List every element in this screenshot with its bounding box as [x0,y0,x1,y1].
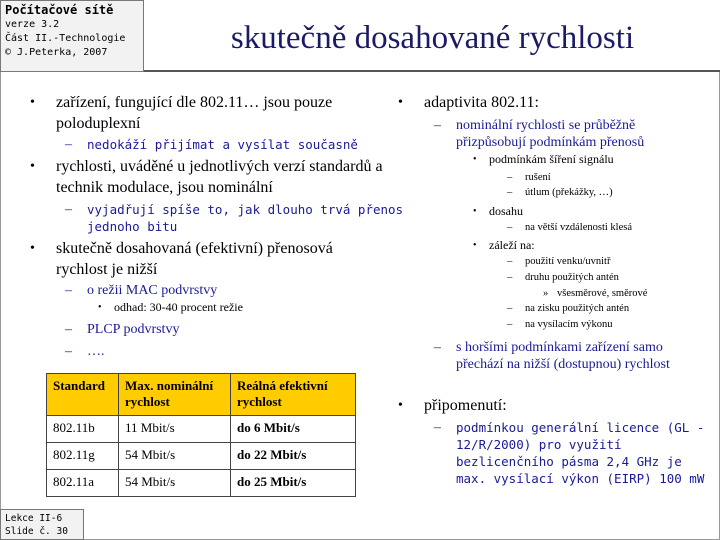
course-part: Část II.-Technologie [5,33,126,44]
table-cell: do 6 Mbit/s [231,416,356,443]
bullet-dot-icon: • [30,159,35,174]
speed-table [46,373,356,497]
table-cell: 802.11g [47,443,119,470]
slide-footer [0,509,84,540]
bullet-dot-icon: • [30,241,35,256]
table-cell: 802.11b [47,416,119,443]
table-cell: do 22 Mbit/s [231,443,356,470]
table-row [47,443,356,470]
table-cell: 11 Mbit/s [119,416,231,443]
header-divider [144,70,720,72]
lesson-number: Lekce II-6 [5,513,63,524]
slide-title: skutečně dosahované rychlosti [230,20,635,56]
table-cell: 54 Mbit/s [119,470,231,497]
table-header-nominal: Max. nominální rychlost [119,374,231,416]
course-author: © J.Peterka, 2007 [5,47,108,58]
course-header [0,0,144,72]
course-version: verze 3.2 [5,19,60,30]
bullet-dot-icon: • [398,398,403,413]
bullet-dot-icon: • [398,95,403,110]
table-cell: 54 Mbit/s [119,443,231,470]
table-header-row [47,374,356,416]
course-title: Počítačové sítě [5,3,114,17]
table-row [47,416,356,443]
slide-number: Slide č. 30 [5,526,68,537]
table-cell: 802.11a [47,470,119,497]
bullet-dot-icon: • [30,95,35,110]
table-cell: do 25 Mbit/s [231,470,356,497]
table-header-effective: Reálná efektivní rychlost [231,374,356,416]
table-row [47,470,356,497]
table-header-standard: Standard [47,374,119,416]
